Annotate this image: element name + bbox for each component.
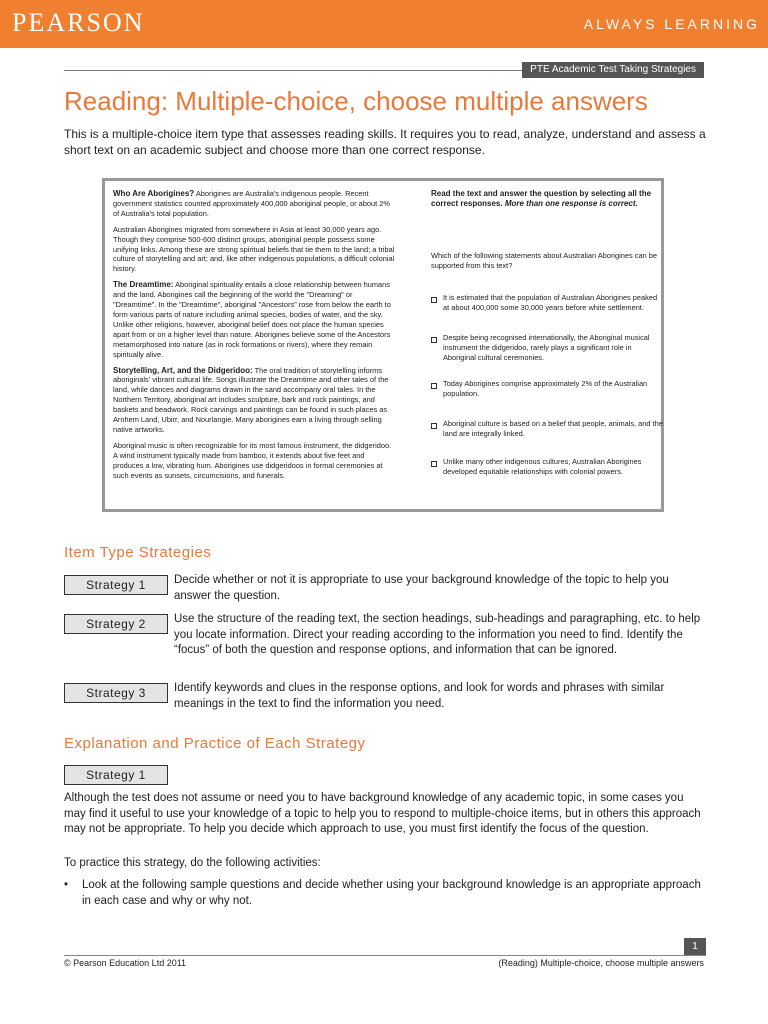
option-checkbox[interactable] <box>431 423 437 429</box>
strategy-3-text: Identify keywords and clues in the response options, and look for words and phrases with similar meanings in the text to find the information you need. <box>174 682 665 710</box>
option-text: Unlike many other indigenous cultures, Australian Aborigines developed equitable relationships with colonial powers. <box>443 457 642 476</box>
passage-paragraph: The Dreamtime: Aboriginal spirituality entails a close relationship between humans and the land. Aborigines call the beginning of the world the "Dreaming" or "Dreamtime". In the "Dreamtime", aboriginal "Ancestors" rose from below the earth to form various parts of nature including animal species, bodies of water, and the sky. Unlike other religions, however, aboriginal belief does not place the human species apart from or on a higher level than nature. Aborigines believe some of the Ancestors metamorphosed into nature (as in rock formations or rivers), where they remain spiritually alive. <box>113 280 391 359</box>
explanation-heading: Explanation and Practice of Each Strategy <box>64 735 366 752</box>
option-text: Aboriginal culture is based on a belief that people, animals, and the land are integrally linked. <box>443 419 663 438</box>
option-text: Despite being recognised internationally, the Aboriginal musical instrument the didgeridoo, rarely plays a significant role in Aboriginal cultural ceremonies. <box>443 333 650 362</box>
practice-intro: To practice this strategy, do the following activities: <box>64 857 321 869</box>
footer-doc-title: (Reading) Multiple-choice, choose multiple answers <box>498 958 704 968</box>
strategy-3-label: Strategy 3 <box>64 683 168 703</box>
tagline: ALWAYS LEARNING <box>583 16 760 32</box>
bullet-icon: • <box>64 879 69 891</box>
question-stem: Which of the following statements about Australian Aborigines can be supported from this text? <box>431 251 657 270</box>
intro-paragraph: This is a multiple-choice item type that assesses reading skills. It requires you to read, analyze, understand and assess a short text on an academic subject and choose more than one correct response. <box>64 127 706 157</box>
option-text: Today Aborigines comprise approximately 2% of the Australian population. <box>443 379 648 398</box>
explanation-strategy-label: Strategy 1 <box>64 765 168 785</box>
passage-paragraph: Who Are Aborigines? Aborigines are Australia's indigenous people. Recent government statistics counted approximately 400,000 aboriginal people, or about 2% of Australia's total population. <box>113 189 390 218</box>
passage-heading: Who Are Aborigines? <box>113 189 195 198</box>
option-checkbox[interactable] <box>431 297 437 303</box>
footer-rule <box>64 955 706 956</box>
passage-paragraph: Storytelling, Art, and the Didgeridoo: The oral tradition of storytelling informs aboriginals' vibrant cultural life. Songs illustrate the Dreamtime and other tales of the land, while dances and diagrams drawn in the sand accompany oral tales. In the Northern Territory, aboriginal art includes sculpture, bark and rock paintings, and baskets and beadwork. Rock carvings and paintings can be found in such places as Arnhem Land, Ubirr, and Nourlangie. Many aborigines earn a living through selling native artworks. <box>113 365 389 434</box>
sample-question-box <box>102 178 664 512</box>
page-number: 1 <box>684 938 706 956</box>
strategy-1-text: Decide whether or not it is appropriate to use your background knowledge of the topic to help you answer the question. <box>174 574 669 602</box>
question-panel <box>431 189 663 476</box>
reading-passage <box>113 189 395 486</box>
header-bar <box>0 0 768 48</box>
option-checkbox[interactable] <box>431 337 437 343</box>
option-checkbox[interactable] <box>431 383 437 389</box>
question-instruction: Read the text and answer the question by selecting all the correct responses. More than one response is correct. <box>431 189 652 208</box>
option-text: It is estimated that the population of Australian Aborigines peaked at about 400,000 some 30,000 years before white settlement. <box>443 293 658 312</box>
copyright: © Pearson Education Ltd 2011 <box>64 958 187 968</box>
passage-heading: Storytelling, Art, and the Didgeridoo: <box>113 365 253 375</box>
explanation-paragraph: Although the test does not assume or need you to have background knowledge of any academic topic, in some cases you may find it useful to use your knowledge of a topic to help you to respond to multiple-choice items, but in others this approach may not be appropriate. To help you decide which approach to use, you must first identify the focus of the question. <box>64 792 701 835</box>
option-checkbox[interactable] <box>431 461 437 467</box>
bullet-text: Look at the following sample questions and decide whether using your background knowledge is an appropriate approach in each case and why or why not. <box>82 879 701 907</box>
strategy-1-label: Strategy 1 <box>64 575 168 595</box>
pearson-logo: PEARSON <box>12 8 145 37</box>
item-type-strategies-heading: Item Type Strategies <box>64 544 212 561</box>
passage-paragraph: Australian Aborigines migrated from somewhere in Asia at least 30,000 years ago. Though they comprise 500-600 distinct groups, aboriginal people possess some unifying links. Among these are strong spiritual beliefs that tie them to the land; a tribal culture of storytelling and art; and, like other indigenous populations, a difficult colonial history. <box>113 224 395 274</box>
passage-heading: The Dreamtime: <box>113 280 174 290</box>
page-title: Reading: Multiple-choice, choose multiple answers <box>64 86 648 116</box>
section-label: PTE Academic Test Taking Strategies <box>522 62 704 78</box>
passage-paragraph: Aboriginal music is often recognizable for its most famous instrument, the didgeridoo. A wind instrument typically made from bamboo, it extends about five feet and produces a low, vibrating hum. Aborigines use didgeridoos in formal ceremonies at such events as sunsets, circumcisions, and funerals. <box>113 440 392 480</box>
strategy-2-text: Use the structure of the reading text, the section headings, sub-headings and paragraphing, etc. to help you locate information. Direct your reading according to the information you need to find. Identify the “focus” of both the question and response options, and information that can be ignored. <box>174 613 701 656</box>
strategy-2-label: Strategy 2 <box>64 614 168 634</box>
